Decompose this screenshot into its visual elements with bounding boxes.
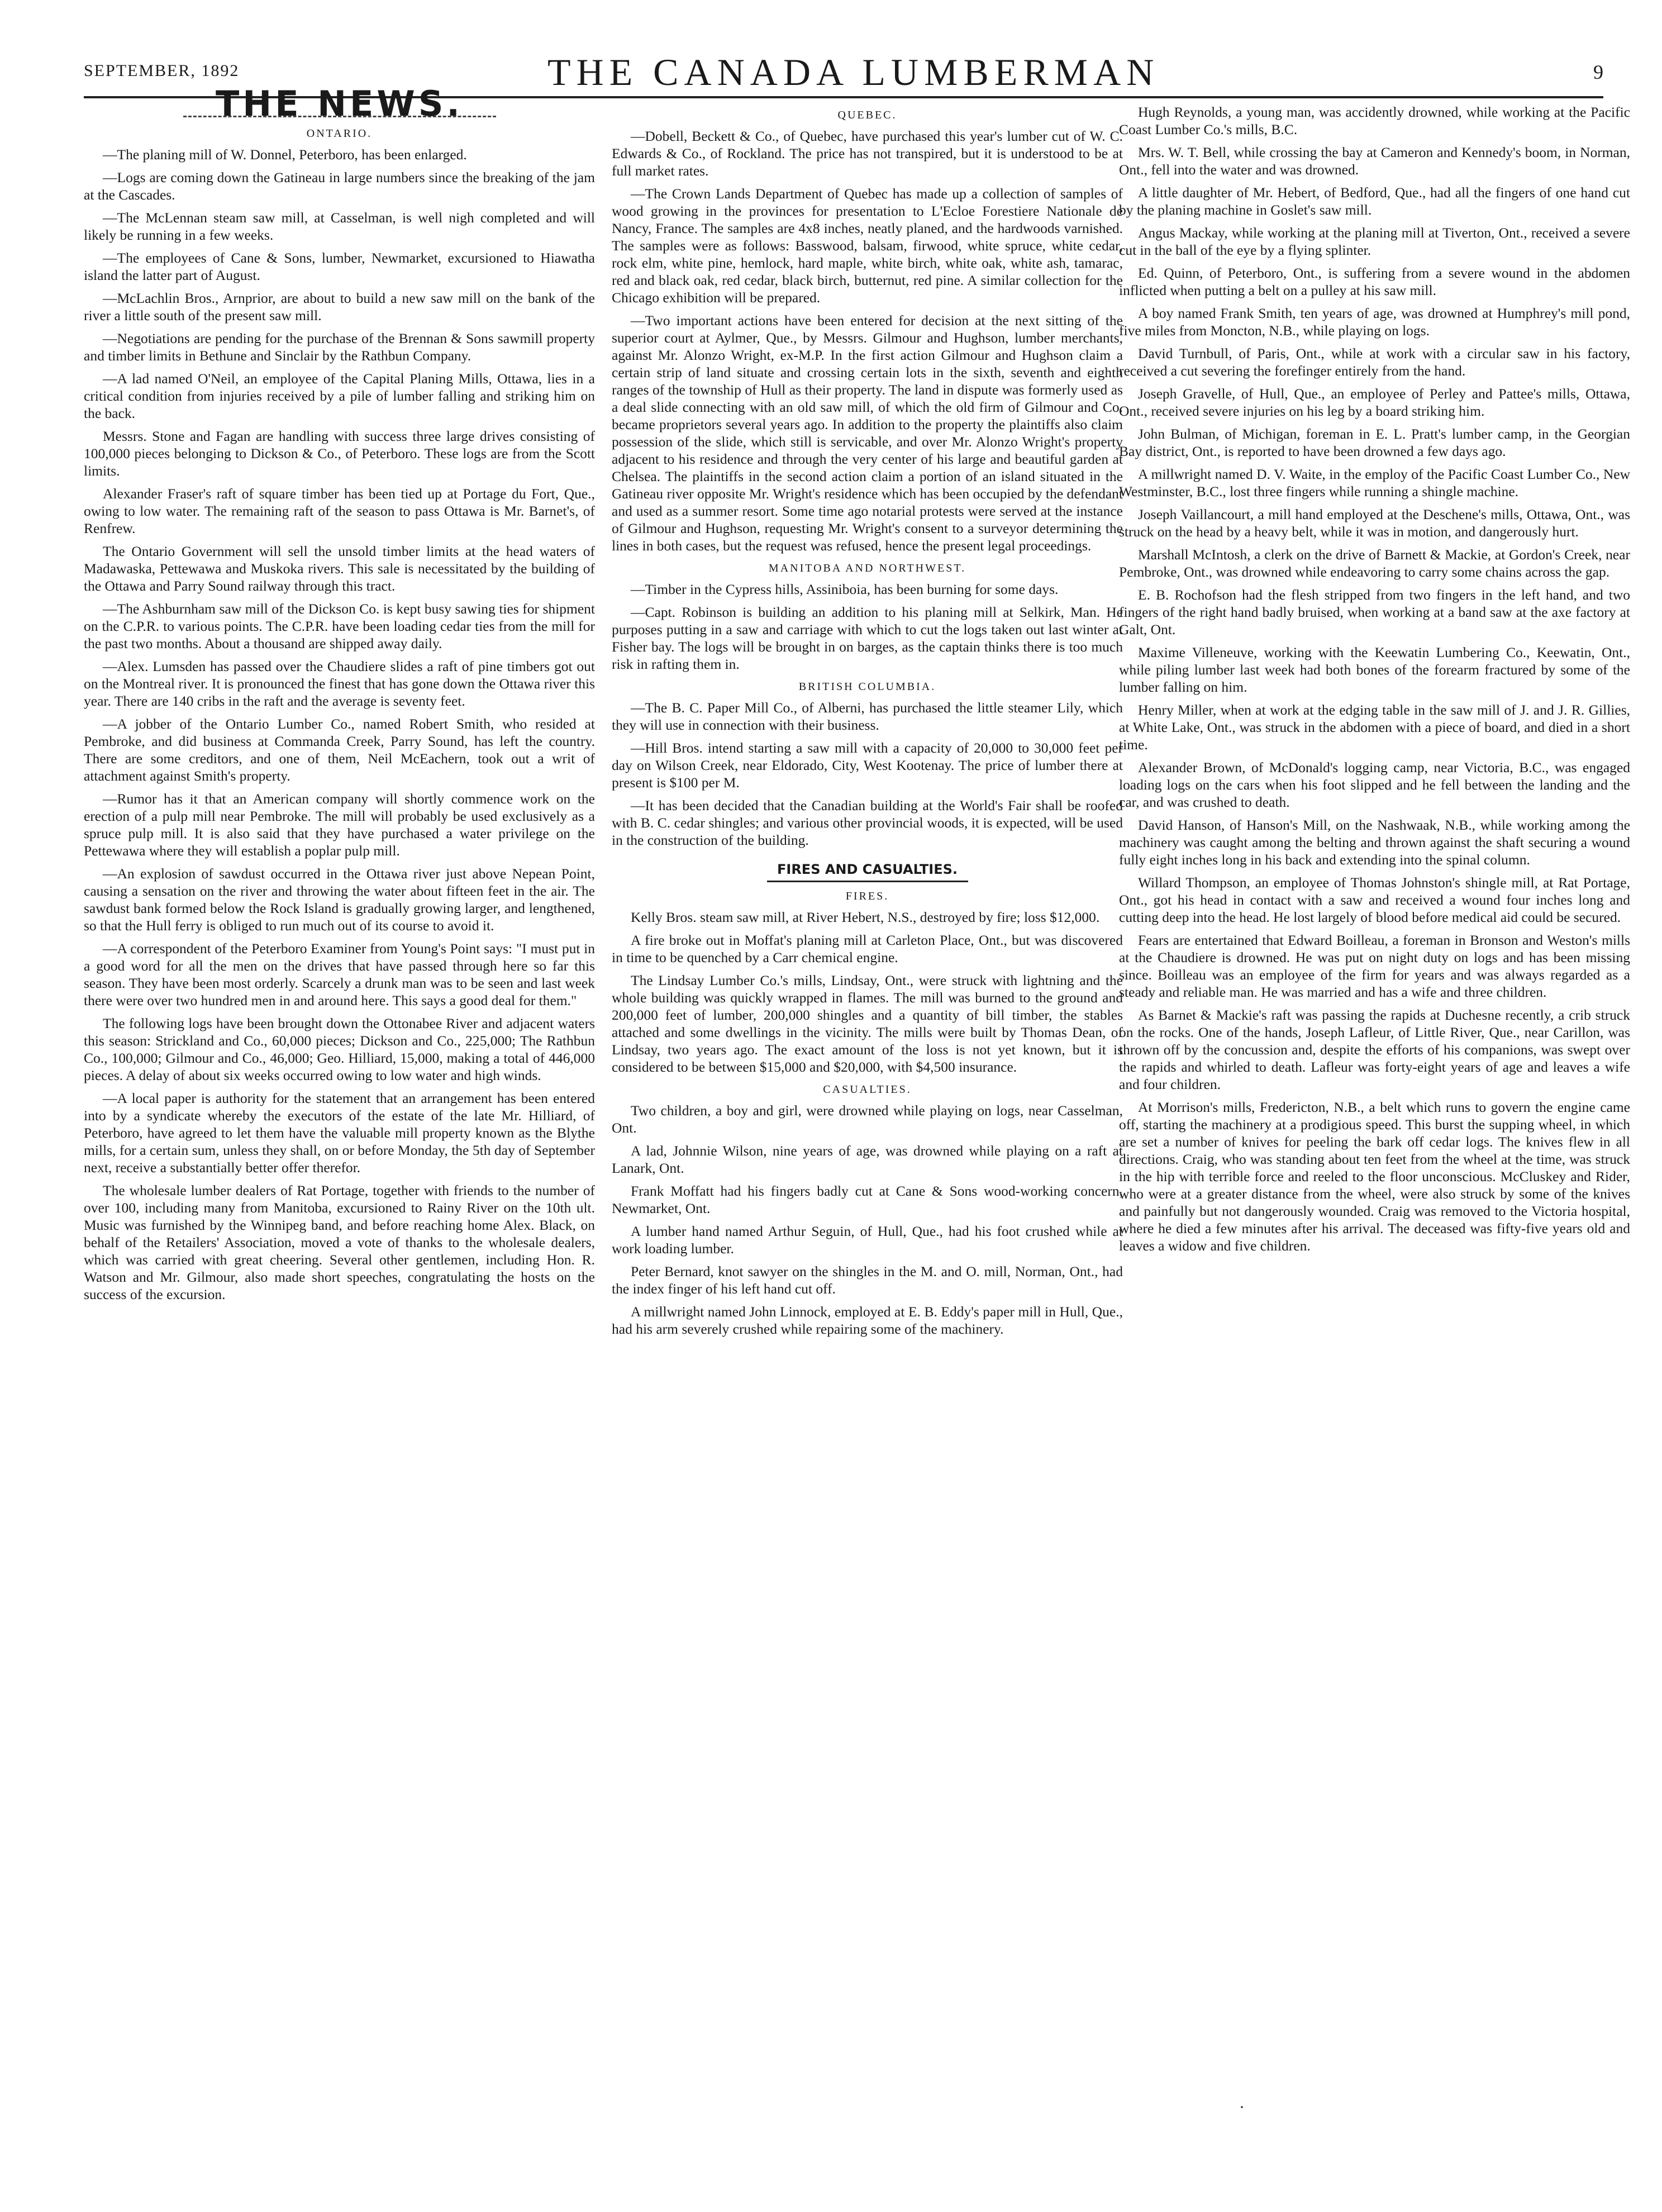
article-paragraph: A little daughter of Mr. Hebert, of Bedford, Que., had all the fingers of one hand cut by the planing machine in Goslet's saw mill. [1119,184,1630,218]
article-paragraph: —An explosion of sawdust occurred in the Ottawa river just above Nepean Point, causing a sensation on the river and throwing the water about fifteen feet in the air. The sawdust bank formed below the Rock Island is gradually growing larger, and lengthened, so that the Hull ferry is obliged to run much out of its course to avoid it. [84,865,595,934]
article-paragraph: —The Ashburnham saw mill of the Dickson Co. is kept busy sawing ties for shipment on the C.P.R. to various points. The C.P.R. have been loading cedar ties from the mill for the past two months. About a thousand are shipped away daily. [84,601,595,651]
article-paragraph: Angus Mackay, while working at the planing mill at Tiverton, Ont., received a severe cut in the ball of the eye by a flying splinter. [1119,225,1630,258]
article-paragraph: Two children, a boy and girl, were drowned while playing on logs, near Casselman, Ont. [612,1102,1123,1136]
article-paragraph: A millwright named D. V. Waite, in the employ of the Pacific Coast Lumber Co., New Westminster, B.C., lost three fingers while running a shingle machine. [1119,466,1630,500]
column-3 [1119,103,1630,1260]
article-paragraph: —A jobber of the Ontario Lumber Co., named Robert Smith, who resided at Pembroke, and did business at Commanda Creek, Parry Sound, has left the country. There are some creditors, and one of them, Neil McEachern, took out a writ of attachment against Smith's property. [84,716,595,784]
article-paragraph: Peter Bernard, knot sawyer on the shingles in the M. and O. mill, Norman, Ont., had the index finger of his left hand cut off. [612,1263,1123,1297]
article-paragraph: —The planing mill of W. Donnel, Peterboro, has been enlarged. [103,146,467,163]
article-paragraph: The following logs have been brought down the Ottonabee River and adjacent waters this season: Strickland and Co., 60,000 pieces; Dickson and Co., 225,000; The Rathbun Co., 100,000; Gilmour and Co., 46,000; Geo. Hilliard, 15,000, making a total of 446,000 pieces. A delay of about six weeks occurred owing to low water and high winds. [84,1015,595,1083]
article-paragraph: Marshall McIntosh, a clerk on the drive of Barnett & Mackie, at Gordon's Creek, near Pembroke, Ont., was drowned while endeavoring to carry some chains across the gap. [1119,546,1630,580]
article-paragraph: Frank Moffatt had his fingers badly cut at Cane & Sons wood-working concern, Newmarket, Ont. [612,1183,1123,1216]
article-paragraph: —The Crown Lands Department of Quebec has made up a collection of samples of wood growing in the provinces for presentation to L'Ecloe Forestiere Nationale de Nancy, France. The samples are 4x8 inches, neatly planed, and the hardwoods varnished. The samples were as follows: Basswood, balsam, firwood, white spruce, white cedar, rock elm, white pine, hemlock, hard maple, white birch, white oak, white ash, tamarac, red and black oak, red cedar, black birch, butternut, red pine. A similar collection for the Chicago exhibition will be prepared. [612,185,1123,306]
article-paragraph: David Hanson, of Hanson's Mill, on the Nashwaak, N.B., while working among the machinery was caught among the belting and thrown against the shaft securing a wound fully eight inches long in his back and extending into the spinal column. [1119,817,1630,868]
bc-articles [612,699,1123,849]
article-paragraph: —The employees of Cane & Sons, lumber, Newmarket, excursioned to Hiawatha island the latter part of August. [84,250,595,283]
article-paragraph: Mrs. W. T. Bell, while crossing the bay at Cameron and Kennedy's boom, in Norman, Ont., fell into the water and was drowned. [1119,144,1630,178]
article-paragraph: —It has been decided that the Canadian building at the World's Fair shall be roofed with B. C. cedar shingles; and various other provincial woods, it is expected, will be used in the construction of the building. [612,797,1123,848]
issue-date: SEPTEMBER, 1892 [84,61,240,80]
article-paragraph: Hugh Reynolds, a young man, was accidently drowned, while working at the Pacific Coast Lumber Co.'s mills, B.C. [1119,104,1630,137]
newspaper-title: THE CANADA LUMBERMAN [547,51,1160,93]
fires-articles [612,908,1123,1076]
article-paragraph: —Alex. Lumsden has passed over the Chaudiere slides a raft of pine timbers got out on the Montreal river. It is pronounced the finest that has gone down the Ottawa river this year. There are 140 cribs in the raft and the average is seventy feet. [84,658,595,709]
article-paragraph: —Capt. Robinson is building an addition to his planing mill at Selkirk, Man. He purposes putting in a saw and carriage with which to cut the logs taken out last winter at Fisher bay. The logs will be brought in on barges, as the captain thinks there is too much risk in rafting them in. [612,604,1123,672]
article-paragraph: —The B. C. Paper Mill Co., of Alberni, has purchased the little steamer Lily, which they will use in connection with their business. [612,700,1123,733]
article-paragraph: A lumber hand named Arthur Seguin, of Hull, Que., had his foot crushed while at work loading lumber. [612,1223,1123,1257]
article-paragraph: Messrs. Stone and Fagan are handling with success three large drives consisting of 100,000 pieces belonging to Dickson & Co., of Peterboro. These logs are from the Scott limits. [84,428,595,479]
ontario-articles [84,146,595,1303]
section-fires-heading: FIRES. [845,890,889,902]
article-paragraph: —Rumor has it that an American company will shortly commence work on the erection of a pulp mill near Pembroke. The mill will probably be used exclusively as a spruce pulp mill. It is also said that they have purchased a water privilege on the Pettewawa where they will establish a poplar pulp mill. [84,791,595,859]
section-bc-heading: BRITISH COLUMBIA. [798,681,936,693]
article-paragraph: As Barnet & Mackie's raft was passing the rapids at Duchesne recently, a crib struck on the rocks. One of the hands, Joseph Lafleur, of Little River, Que., near Carillon, was thrown off by the concussion and, despite the efforts of his companions, was swept over the rapids and whirled to death. Lafleur was forty-eight years of age and leaves a wife and four children. [1119,1007,1630,1092]
article-paragraph: A boy named Frank Smith, ten years of age, was drowned at Humphrey's mill pond, five miles from Moncton, N.B., while playing on logs. [1119,305,1630,339]
article-paragraph: —Dobell, Beckett & Co., of Quebec, have purchased this year's lumber cut of W. C. Edwards & Co., of Rockland. The price has not transpired, but it is understood to be at full market rates. [612,128,1123,179]
section-manitoba-heading: MANITOBA AND NORTHWEST. [768,562,966,574]
article-paragraph: Willard Thompson, an employee of Thomas Johnston's shingle mill, at Rat Portage, Ont., got his head in contact with a saw and received a wound four inches long and cutting deep into the head. He lost largely of blood before medical aid could be secured. [1119,874,1630,925]
fires-casualties-heading: FIRES AND CASUALTIES. [777,862,958,877]
article-paragraph: Ed. Quinn, of Peterboro, Ont., is suffering from a severe wound in the abdomen inflicted when putting a belt on a pulley at his saw mill. [1119,265,1630,298]
article-paragraph: E. B. Rochofson had the flesh stripped from two fingers in the left hand, and two fingers of the right hand badly bruised, when working at a band saw at the axe factory at Galt, Ont. [1119,587,1630,638]
article-paragraph: Joseph Gravelle, of Hull, Que., an employee of Perley and Pattee's mills, Ottawa, Ont., received severe injuries on his leg by a board striking him. [1119,386,1630,419]
article-paragraph: Maxime Villeneuve, working with the Keewatin Lumbering Co., Keewatin, Ont., while piling lumber last week had both bones of the forearm fractured by some of the lumber falling on him. [1119,644,1630,695]
article-paragraph: —A lad named O'Neil, an employee of the Capital Planing Mills, Ottawa, lies in a critical condition from injuries received by a pile of lumber falling and striking him on the back. [84,370,595,421]
article-paragraph: —Logs are coming down the Gatineau in large numbers since the breaking of the jam at the Cascades. [84,169,595,203]
article-paragraph: Alexander Fraser's raft of square timber has been tied up at Portage du Fort, Que., owing to low water. The remaining raft of the season to pass Ottawa is Mr. Barnet's, of Renfrew. [84,486,595,536]
article-paragraph: A fire broke out in Moffat's planing mill at Carleton Place, Ont., but was discovered in time to be quenched by a Carr chemical engine. [612,932,1123,965]
article-paragraph: The wholesale lumber dealers of Rat Portage, together with friends to the number of over 100, including many from Manitoba, excursioned to Rainy River on the 10th ult. Music was furnished by the Winnipeg band, and before reaching home Alex. Black, on behalf of the Retailers' Association, moved a vote of thanks to the wholesale dealers, which was carried with great cheering. Several other gentlemen, including Hon. R. Watson and Mr. Gilmour, also made short speeches, congratulating the hosts on the success of the excursion. [84,1182,595,1302]
article-paragraph: David Turnbull, of Paris, Ont., while at work with a circular saw in his factory, received a cut severing the forefinger entirely from the hand. [1119,345,1630,379]
article-paragraph: —Two important actions have been entered for decision at the next sitting of the superior court at Aylmer, Que., by Messrs. Gilmour and Hughson, lumber merchants, against Mr. Alonzo Wright, ex-M.P. In the first action Gilmour and Hughson claim a certain strip of land situate and crossing certain lots in the sixth, seventh and eighth ranges of the township of Hull as their property. The land in dispute was formerly used as a deal slide connecting with an old saw mill, of which the old firm of Gilmour and Co. became proprietors several years ago. In addition to the property the plaintiffs also claim possession of the slide, which still is servicable, and over Mr. Alonzo Wright's property adjacent to his residence and through the very center of his large and beautiful garden at Chelsea. The plaintiffs in the second action claim a portion of an island situated in the Gatineau river opposite Mr. Wright's residence which has been occupied by the defendant and used as a summer resort. Some time ago notarial protests were served at the instance of Gilmour and Hughson, requesting Mr. Wright's consent to a surveyor determining the lines in both cases, but the request was refused, hence the present legal proceedings. [612,312,1123,554]
article-paragraph: The Lindsay Lumber Co.'s mills, Lindsay, Ont., were struck with lightning and the whole building was quickly wrapped in flames. The mill was burned to the ground and 200,000 feet of lumber, 200,000 shingles and a quantity of bill timber, the stables attached and some dwellings in the vicinity. The mills were built by Thomas Dean, of Lindsay, two years ago. The exact amount of the loss is not yet known, but it is considered to be between $15,000 and $20,000, with $4,500 insurance. [612,972,1123,1075]
casualties-articles [612,1102,1123,1338]
article-paragraph: John Bulman, of Michigan, foreman in E. L. Pratt's lumber camp, in the Georgian Bay district, Ont., is reported to have been drowned a few days ago. [1119,426,1630,459]
section-ontario-heading: ONTARIO. [306,127,373,140]
article-paragraph: At Morrison's mills, Fredericton, N.B., a belt which runs to govern the engine came off, starting the machinery at a prodigious speed. This burst the supping wheel, in which are set a number of knives for peeling the bark off cedar logs. The knives flew in all directions. Craig, who was standing about ten feet from the wheel at the time, was struck in the hip with terrible force and reeled to the floor unconscious. McCluskey and Rider, who were at a greater distance from the wheel, were also struck by some of the knives and painfully but not dangerously wounded. Craig was removed to the Victoria hospital, where he died a few minutes after his arrival. The deceased was fifty-five years old and leaves a widow and five children. [1119,1099,1630,1254]
news-title: THE NEWS. [216,83,463,124]
article-paragraph: Henry Miller, when at work at the edging table in the saw mill of J. and J. R. Gillies, at White Lake, Ont., was struck in the abdomen with a piece of board, and died in a short time. [1119,702,1630,753]
page-number: 9 [1593,61,1603,83]
article-paragraph: Joseph Vaillancourt, a mill hand employed at the Deschene's mills, Ottawa, Ont., was struck on the head by a heavy belt, while it was in motion, and dangerously hurt. [1119,506,1630,540]
section-casualties-heading: CASUALTIES. [823,1083,912,1096]
article-paragraph: —Negotiations are pending for the purchase of the Brennan & Sons sawmill property and timber limits in Bethune and Sinclair by the Rathbun Company. [84,330,595,364]
article-paragraph: A millwright named John Linnock, employed at E. B. Eddy's paper mill in Hull, Que., had his arm severely crushed while repairing some of the machinery. [612,1304,1123,1337]
article-paragraph: —A local paper is authority for the statement that an arrangement has been entered into by a syndicate whereby the executors of the estate of the late Mr. Hilliard, of Peterboro, have agreed to let them have the valuable mill property known as the Blythe mills, for a certain sum, unless they shall, on or before Monday, the 5th day of September next, receive a substantially better offer therefor. [84,1090,595,1176]
column-2 [612,103,1123,1343]
manitoba-articles [612,581,1123,673]
article-paragraph: —A correspondent of the Peterboro Examiner from Young's Point says: "I must put in a good word for all the men on the drives that have passed through here so far this season. They have been most orderly. Scarcely a drunk man was to be seen and last week there were over two hundred men in and around here. This says a good deal for them." [84,940,595,1009]
article-paragraph: Fears are entertained that Edward Boilleau, a foreman in Bronson and Weston's mills at the Chaudiere is drowned. He was put on night duty on logs and has been missing since. Boilleau was an employee of the firm for years and was always regarded as a steady and reliable man. He was married and has a wife and three children. [1119,932,1630,1000]
stray-dot: · [1239,2098,1245,2116]
article-paragraph: —McLachlin Bros., Arnprior, are about to build a new saw mill on the bank of the river a little south of the present saw mill. [84,290,595,324]
article-paragraph: —Timber in the Cypress hills, Assiniboia, has been burning for some days. [631,581,1059,597]
article-paragraph: —The McLennan steam saw mill, at Casselman, is well nigh completed and will likely be running in a few weeks. [84,210,595,243]
article-paragraph: —Hill Bros. intend starting a saw mill with a capacity of 20,000 to 30,000 feet per day on Wilson Creek, near Eldorado, City, West Kootenay. The price of lumber there at present is $100 per M. [612,740,1123,791]
article-paragraph: The Ontario Government will sell the unsold timber limits at the head waters of Madawaska, Pettewawa and Muskoka rivers. This sale is necessitated by the building of the Ottawa and Parry Sound railway through this tract. [84,543,595,594]
section-quebec-heading: QUEBEC. [837,109,897,121]
column-1 [84,83,595,1309]
article-paragraph: Alexander Brown, of McDonald's logging camp, near Victoria, B.C., was engaged loading logs on the cars when his foot slipped and he fell between the landing and the car, and was crushed to death. [1119,759,1630,810]
casualties-continued-articles [1119,103,1630,1254]
quebec-articles [612,127,1123,554]
fires-casualties-rule [767,881,968,882]
article-paragraph: A lad, Johnnie Wilson, nine years of age, was drowned while playing on a raft at Lanark, Ont. [612,1143,1123,1176]
article-paragraph: Kelly Bros. steam saw mill, at River Hebert, N.S., destroyed by fire; loss $12,000. [631,909,1100,925]
